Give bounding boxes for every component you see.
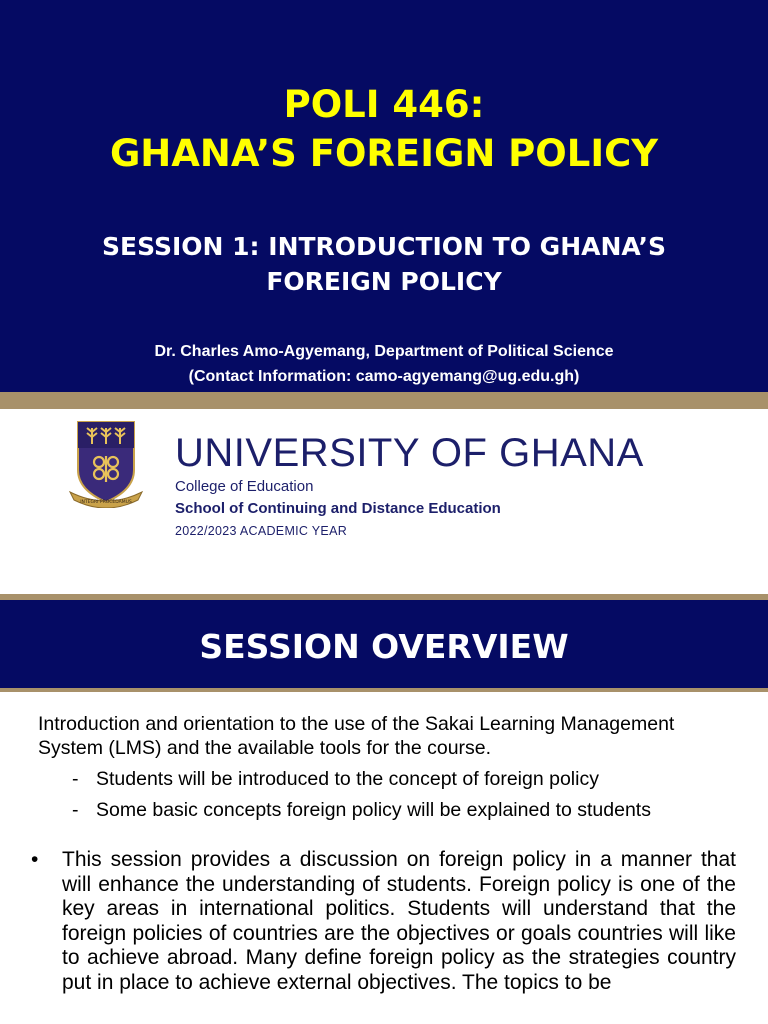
dash-marker: - bbox=[72, 799, 79, 821]
course-code: POLI 446: bbox=[283, 83, 485, 126]
lecturer-line: Dr. Charles Amo-Agyemang, Department of Political Science bbox=[154, 343, 614, 360]
crest-motto: INTEGRI PROCEDAMUS bbox=[80, 500, 132, 505]
list-item-text: Some basic concepts foreign policy will be explained to students bbox=[96, 799, 651, 821]
school-name: School of Continuing and Distance Education bbox=[175, 500, 501, 517]
list-item bbox=[72, 764, 752, 795]
college-name: College of Education bbox=[175, 478, 314, 495]
intro-text: Introduction and orientation to the use of the Sakai Learning Management System (LMS) and the available tools for the course. bbox=[38, 713, 675, 759]
session-title: SESSION 1: INTRODUCTION TO GHANA’S FOREIGN POLICY bbox=[102, 232, 666, 296]
bullet-icon: • bbox=[31, 848, 39, 871]
overview-body bbox=[0, 696, 768, 1024]
dash-marker: - bbox=[72, 768, 79, 790]
university-name: UNIVERSITY OF GHANA bbox=[175, 431, 644, 475]
academic-year: 2022/2023 ACADEMIC YEAR bbox=[175, 524, 348, 538]
gold-divider-top bbox=[0, 392, 768, 409]
dash-list bbox=[72, 764, 752, 826]
title-panel bbox=[0, 0, 768, 392]
overview-heading: SESSION OVERVIEW bbox=[199, 627, 569, 666]
university-crest-icon bbox=[68, 418, 144, 508]
contact-line: (Contact Information: camo-agyemang@ug.edu.gh) bbox=[188, 368, 580, 385]
list-item-text: Students will be introduced to the concept of foreign policy bbox=[96, 768, 599, 790]
list-item bbox=[72, 795, 752, 826]
course-title: GHANA’S FOREIGN POLICY bbox=[109, 132, 659, 175]
overview-paragraph: This session provides a discussion on foreign policy in a manner that will enhance the understanding of students. Foreign policy is one of the key areas in international politics. Students will understand that the foreign policies of countries are the objectives or goals countries will like to achieve abroad. Many define foreign policy as the strategies country put in place to achieve external objectives. The topics to be bbox=[62, 848, 736, 994]
